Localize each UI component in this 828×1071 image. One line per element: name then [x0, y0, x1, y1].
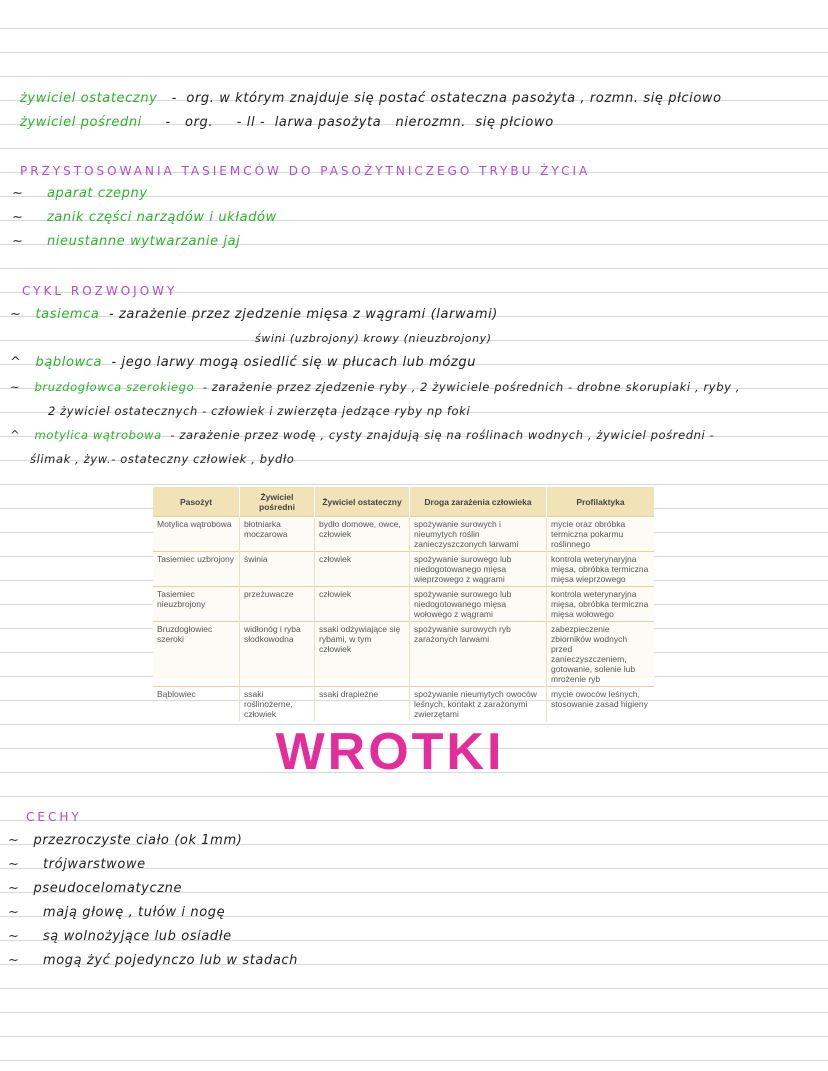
table-header: Profilaktyka: [547, 487, 655, 517]
cycle-tapeworm-sub: świni (uzbrojony) krowy (nieuzbrojony): [255, 332, 492, 345]
table-row: [153, 517, 654, 552]
table-header: Pasożyt: [153, 487, 240, 517]
table-cell: kontrola weterynaryjna mięsa, obróbka termiczna mięsa wołowego: [547, 587, 655, 622]
table-cell: Motylica wątrobowa: [153, 517, 240, 552]
table-cell: spożywanie surowych i nieumytych roślin zanieczyszczonych larwami: [410, 517, 547, 552]
parasite-table: [153, 487, 654, 719]
table-cell: świnia: [240, 552, 315, 587]
cycle-broad-tapeworm: ~ bruzdogłowca szerokiego - zarażenie przez zjedzenie ryby , 2 żywiciele pośrednich - drobne skorupiaki , ryby ,: [10, 380, 741, 394]
adaptation-item: ~ nieustanne wytwarzanie jaj: [12, 234, 241, 249]
adaptation-item: ~ aparat czepny: [12, 186, 148, 201]
table-cell: zabezpieczenie zbiorników wodnych przed zanieczyszczeniem, gotowanie, solenie lub mrożenie ryb: [547, 622, 655, 687]
table-cell: widłonóg i ryba słodkowodna: [240, 622, 315, 687]
term-intermediate-host: żywiciel pośredni: [20, 115, 142, 130]
features-heading: CECHY: [26, 810, 82, 824]
table-cell: spożywanie nieumytych owoców leśnych, kontakt z zarażonymi zwierzętami: [410, 687, 547, 722]
table-row: [153, 687, 654, 722]
feature-item: ~ mogą żyć pojedynczo lub w stadach: [8, 953, 299, 968]
table-cell: Bąblowiec: [153, 687, 240, 722]
table-cell: człowiek: [315, 552, 410, 587]
table-cell: przeżuwacze: [240, 587, 315, 622]
adaptation-item: ~ zanik części narządów i układów: [12, 210, 277, 225]
table-cell: spożywanie surowego lub niedogotowanego mięsa wieprzowego z wągrami: [410, 552, 547, 587]
adaptations-heading: PRZYSTOSOWANIA TASIEMCÓW DO PASOŻYTNICZEGO TRYBU ŻYCIA: [20, 164, 591, 178]
table-cell: spożywanie surowego lub niedogotowanego mięsa wołowego z wągrami: [410, 587, 547, 622]
table-cell: Tasiemiec nieuzbrojony: [153, 587, 240, 622]
table-header: Droga zarażenia człowieka: [410, 487, 547, 517]
table-row: [153, 552, 654, 587]
feature-item: ~ przezroczyste ciało (ok 1mm): [8, 833, 243, 848]
cycle-liver-fluke-cont: ślimak , żyw.- ostateczny człowiek , bydło: [30, 452, 295, 466]
cycle-heading: CYKL ROZWOJOWY: [22, 284, 178, 298]
table-row: [153, 622, 654, 687]
cycle-echinococcus: ^ bąblowca - jego larwy mogą osiedlić się w płucach lub mózgu: [10, 355, 477, 370]
table-header-row: [153, 487, 654, 517]
term-final-host: żywiciel ostateczny: [20, 91, 158, 106]
definition-final-host: żywiciel ostateczny - org. w którym znajduje się postać ostateczna pasożyta , rozmn. się płciowo: [20, 91, 722, 106]
section-title: WROTKI: [275, 723, 505, 781]
cycle-liver-fluke: ^ motylica wątrobowa - zarażenie przez wodę , cysty znajdują się na roślinach wodnych , żywiciel pośredni -: [10, 428, 715, 442]
table-cell: mycie oraz obróbka termiczna pokarmu roślinnego: [547, 517, 655, 552]
table-cell: błotniarka moczarowa: [240, 517, 315, 552]
cycle-tapeworm: ~ tasiemca - zarażenie przez zjedzenie mięsa z wągrami (larwami): [10, 307, 498, 322]
definition-intermediate-host: żywiciel pośredni - org. - ll - larwa pasożyta nierozmn. się płciowo: [20, 115, 554, 130]
table-cell: spożywanie surowych ryb zarażonych larwami: [410, 622, 547, 687]
table-cell: Bruzdogłowiec szeroki: [153, 622, 240, 687]
table-cell: bydło domowe, owce, człowiek: [315, 517, 410, 552]
table-cell: ssaki drapieżne: [315, 687, 410, 722]
feature-item: ~ mają głowę , tułów i nogę: [8, 905, 226, 920]
table-cell: człowiek: [315, 587, 410, 622]
table-row: [153, 587, 654, 622]
table-cell: mycie owoców leśnych, stosowanie zasad higieny: [547, 687, 655, 722]
table-header: Żywiciel ostateczny: [315, 487, 410, 517]
feature-item: ~ pseudocelomatyczne: [8, 881, 183, 896]
feature-item: ~ są wolnożyjące lub osiadłe: [8, 929, 232, 944]
cycle-broad-tapeworm-cont: 2 żywiciel ostatecznych - człowiek i zwierzęta jedzące ryby np foki: [48, 404, 471, 418]
table-cell: ssaki odżywiające się rybami, w tym człowiek: [315, 622, 410, 687]
table-cell: kontrola weterynaryjna mięsa, obróbka termiczna mięsa wieprzowego: [547, 552, 655, 587]
table-cell: Tasiemiec uzbrojony: [153, 552, 240, 587]
table-header: Żywiciel pośredni: [240, 487, 315, 517]
table-cell: ssaki roślinożerne, człowiek: [240, 687, 315, 722]
feature-item: ~ trójwarstwowe: [8, 857, 146, 872]
